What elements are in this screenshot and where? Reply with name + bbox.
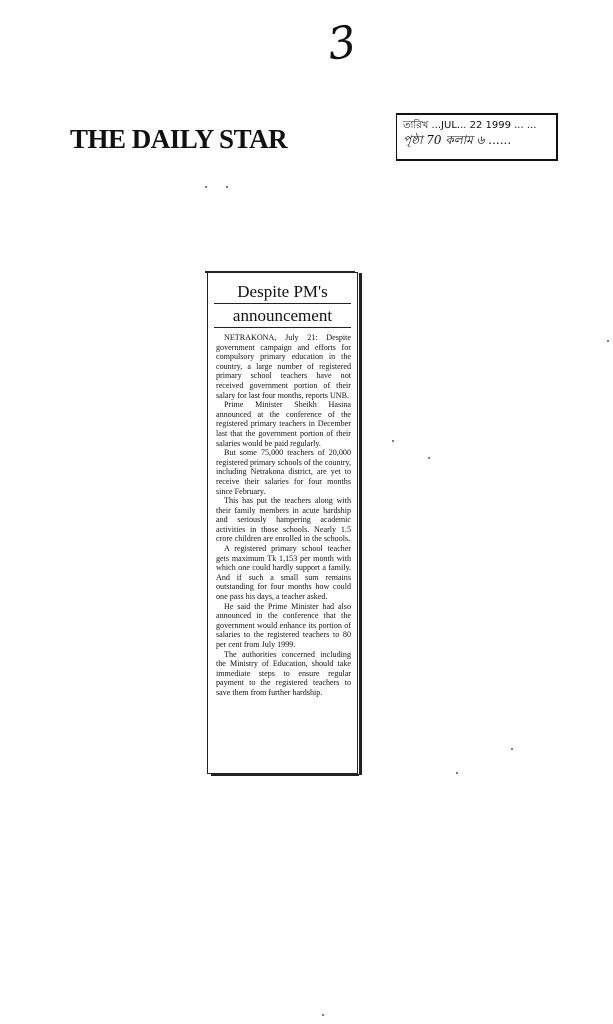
headline [208, 281, 357, 328]
scan-speck [456, 772, 458, 774]
scan-speck [428, 457, 430, 459]
article-paragraph: NETRAKONA, July 21: Despite government campaign and efforts for compulsory primary education in the country, a large number of registered primary school teachers have not received government portion of their salary for last four months, reports UNB. [216, 333, 351, 400]
page-number-handwritten: 3 [324, 16, 360, 71]
article-paragraph: The authorities concerned including the Ministry of Education, should take immediate steps to ensure regular payment to the registered teachers to save them from further hardship. [216, 649, 351, 697]
article-paragraph: He said the Prime Minister had also announced in the conference that the government would enhance its portion of salaries to the registered teachers to 80 per cent from July 1999. [216, 601, 351, 649]
masthead: THE DAILY STAR [70, 124, 288, 154]
scan-speck [322, 1014, 324, 1016]
scan-speck [392, 440, 394, 442]
article-paragraph: But some 75,000 teachers of 20,000 registered primary schools of the country, including Netrakona district, are yet to receive their salaries for four months since February. [216, 448, 351, 496]
article-paragraph: This has put the teachers along with their family members in acute hardship and seriously hampering academic activities in those schools. Nearly 1.5 crore children are enrolled in the schools. [216, 496, 351, 544]
headline-line-2: announcement [232, 306, 333, 325]
headline-rule [214, 303, 351, 304]
article-paragraph: Prime Minister Sheikh Hasina announced at the conference of the registered primary teachers in December last that the government portion of their salaries would be paid regularly. [216, 400, 351, 448]
scan-speck [511, 748, 513, 750]
clipping-bottom-rule [211, 774, 359, 776]
article-body [208, 329, 357, 698]
scan-speck [226, 186, 228, 188]
headline-rule [214, 327, 351, 328]
stamp-page-column-line: পৃষ্ঠা 70 কলাম ৬ ...... [403, 133, 512, 147]
article-paragraph: A registered primary school teacher gets maximum Tk 1,153 per month with which one could hardly support a family. And if such a small sum remains outstanding for four months how could one pass his days, a teacher asked. [216, 544, 351, 602]
date-stamp [396, 113, 558, 161]
newspaper-clipping [207, 272, 358, 774]
stamp-date-line: তারিখ ...JUL... 22 1999 ... ... [403, 120, 537, 131]
scan-speck [205, 186, 207, 188]
headline-line-1: Despite PM's [237, 282, 328, 301]
scan-speck [607, 340, 609, 342]
